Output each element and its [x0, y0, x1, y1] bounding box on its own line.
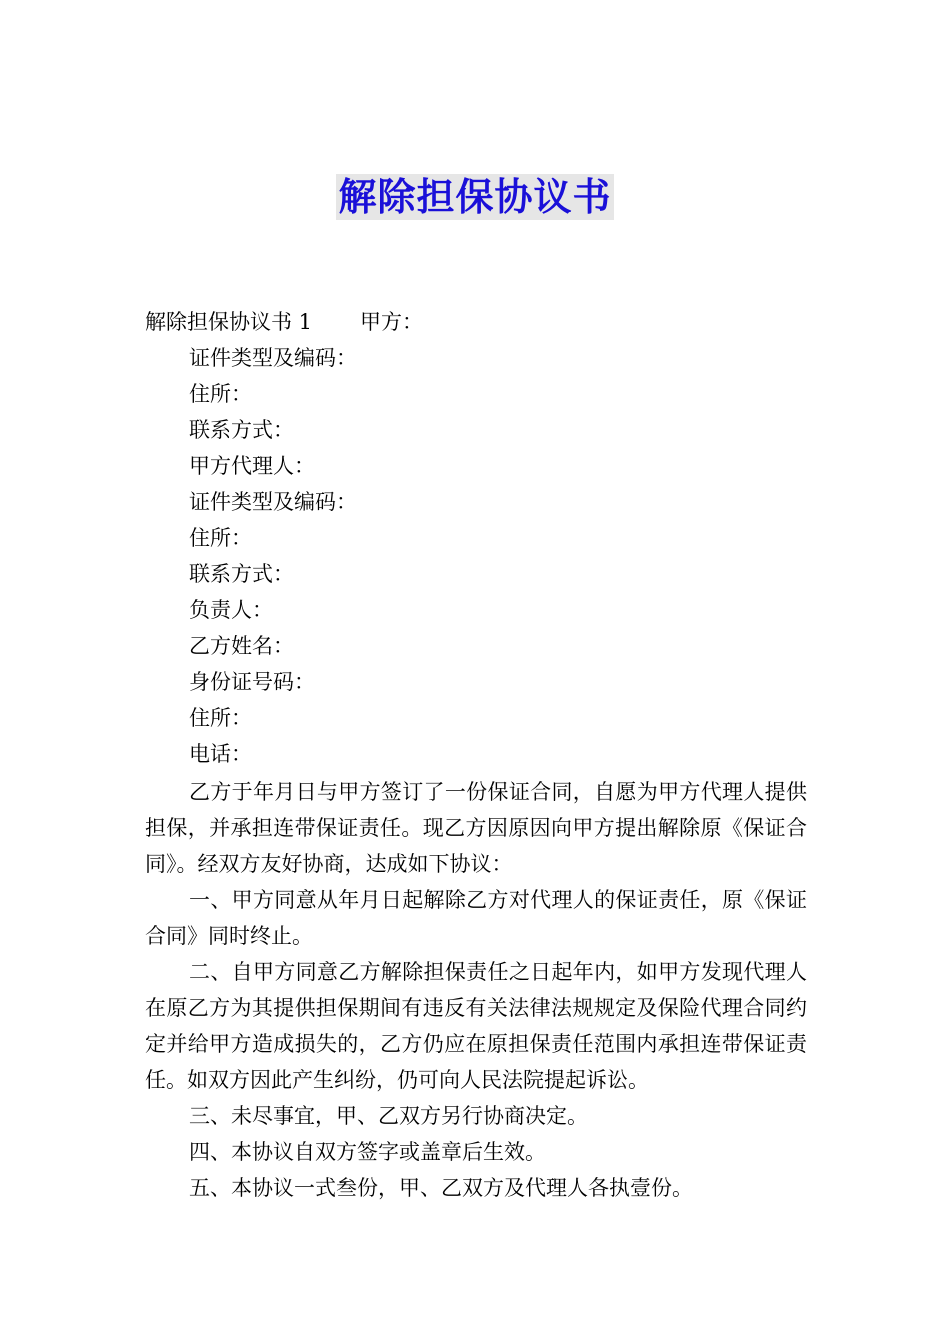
field-party-b-address: 住所： — [189, 706, 252, 730]
field-id-type: 证件类型及编码： — [189, 346, 357, 370]
paragraph-clause-5: 五、本协议一式叁份，甲、乙双方及代理人各执壹份。 — [189, 1176, 693, 1200]
field-party-b-name: 乙方姓名： — [189, 634, 294, 658]
party-a-label: 甲方： — [360, 310, 424, 334]
paragraph-clause-4: 四、本协议自双方签字或盖章后生效。 — [189, 1140, 546, 1164]
document-body — [145, 304, 807, 1206]
field-person-in-charge: 负责人： — [189, 598, 273, 622]
paragraph-clause-2: 二、自甲方同意乙方解除担保责任之日起年内，如甲方发现代理人在原乙方为其提供担保期间有违反有关法律法规规定及保险代理合同约定并给甲方造成损失的，乙方仍应在原担保责任范围内承担连带保证责任。如双方因此产生纠纷，仍可向人民法院提起诉讼。 — [145, 960, 807, 1092]
field-agent-address: 住所： — [189, 526, 252, 550]
header-line — [145, 304, 807, 340]
field-id-number: 身份证号码： — [189, 670, 315, 694]
paragraph-clause-1: 一、甲方同意从年月日起解除乙方对代理人的保证责任，原《保证合同》同时终止。 — [145, 888, 807, 948]
field-contact: 联系方式： — [189, 418, 294, 442]
paragraph-intro: 乙方于年月日与甲方签订了一份保证合同，自愿为甲方代理人提供担保，并承担连带保证责任。现乙方因原因向甲方提出解除原《保证合同》。经双方友好协商，达成如下协议： — [145, 780, 807, 876]
document-title: 解除担保协议书 — [338, 175, 612, 219]
field-phone: 电话： — [189, 742, 252, 766]
paragraph-clause-3: 三、未尽事宜，甲、乙双方另行协商决定。 — [189, 1104, 588, 1128]
agreement-number-label: 解除担保协议书 1 — [145, 310, 313, 334]
field-agent-id-type: 证件类型及编码： — [189, 490, 357, 514]
field-agent-contact: 联系方式： — [189, 562, 294, 586]
field-address: 住所： — [189, 382, 252, 406]
field-party-a-agent: 甲方代理人： — [189, 454, 315, 478]
title-container — [0, 174, 950, 220]
